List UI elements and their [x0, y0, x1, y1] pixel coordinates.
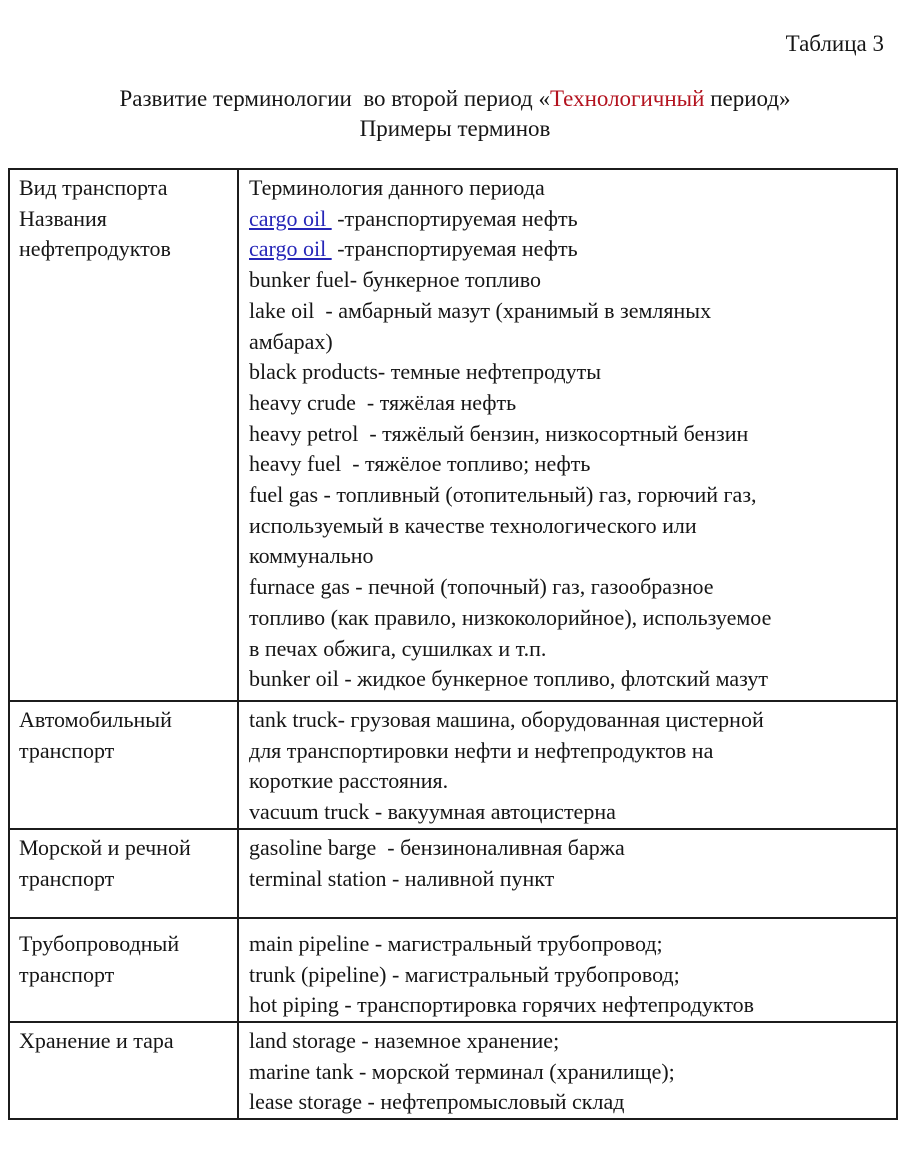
term-text: heavy petrol - тяжёлый бензин, низкосортный бензин: [249, 420, 749, 446]
terms-table: [8, 168, 898, 1120]
term-line: [249, 419, 892, 450]
transport-type-cell: [9, 701, 238, 829]
term-text: black products- темные нефтепродуты: [249, 359, 602, 385]
term-line: [249, 833, 892, 864]
term-text: gasoline barge - бензиноналивная баржа: [249, 834, 625, 860]
terms-cell: [238, 701, 897, 829]
term-link[interactable]: cargo oil: [249, 236, 332, 262]
term-line: [249, 296, 892, 327]
term-line: [249, 388, 892, 419]
table-row: [9, 1022, 897, 1119]
transport-type-line: Трубопроводный: [19, 930, 180, 956]
term-line: [249, 1026, 892, 1057]
term-line: [249, 541, 892, 572]
term-text: -транспортируемая нефть: [331, 236, 578, 262]
document-title: [0, 84, 910, 114]
transport-type-line: транспорт: [19, 961, 115, 987]
term-text: -транспортируемая нефть: [331, 205, 578, 231]
term-line: [249, 766, 892, 797]
transport-type-cell: [9, 829, 238, 918]
table-row: [9, 829, 897, 918]
term-line: [249, 572, 892, 603]
term-text: Терминология данного периода: [249, 175, 545, 200]
term-line: [249, 664, 892, 695]
term-text: furnace gas - печной (топочный) газ, газообразное: [249, 574, 714, 600]
term-line: [249, 234, 892, 265]
term-text: trunk (pipeline) - магистральный трубопровод;: [249, 961, 680, 987]
document-subtitle: Примеры терминов: [359, 116, 551, 141]
term-line: [249, 736, 892, 767]
term-text: heavy fuel - тяжёлое топливо; нефть: [249, 451, 591, 477]
term-text: hot piping - транспортировка горячих нефтепродуктов: [249, 992, 755, 1018]
transport-type-line: Названия: [19, 205, 107, 231]
term-line: [249, 603, 892, 634]
term-line: [249, 204, 892, 235]
term-text: tank truck- грузовая машина, оборудованная цистерной: [249, 707, 764, 732]
term-line: [249, 357, 892, 388]
transport-type-line: нефтепродуктов: [19, 236, 171, 262]
transport-type-line: Морской и речной: [19, 834, 191, 860]
term-text: lease storage - нефтепромысловый склад: [249, 1089, 625, 1115]
table-row: [9, 918, 897, 1022]
title-red-text: Технологичный: [549, 86, 705, 111]
terms-cell: [238, 918, 897, 1022]
table-row: [9, 701, 897, 829]
transport-type-line: Автомобильный: [19, 707, 172, 732]
term-text: bunker oil - жидкое бункерное топливо, флотский мазут: [249, 666, 768, 692]
title-text-after: период»: [704, 86, 791, 111]
term-line: [249, 864, 892, 895]
term-text: terminal station - наливной пункт: [249, 865, 555, 891]
term-line: [249, 327, 892, 358]
term-line: [249, 511, 892, 542]
term-text: marine tank - морской терминал (хранилище);: [249, 1058, 675, 1084]
terms-cell: [238, 1022, 897, 1119]
term-line: [249, 960, 892, 991]
transport-type-line: транспорт: [19, 865, 115, 891]
term-line: [249, 929, 892, 960]
term-text: main pipeline - магистральный трубопровод;: [249, 930, 663, 956]
term-line: [249, 990, 892, 1021]
transport-type-line: Хранение и тара: [19, 1027, 174, 1053]
term-line: [249, 173, 892, 204]
term-text: lake oil - амбарный мазут (хранимый в земляных: [249, 297, 712, 323]
term-text: используемый в качестве технологического или: [249, 512, 697, 538]
term-line: [249, 705, 892, 736]
table-body: [9, 169, 897, 1119]
term-text: в печах обжига, сушилках и т.п.: [249, 635, 547, 661]
term-link[interactable]: cargo oil: [249, 205, 332, 231]
term-text: vacuum truck - вакуумная автоцистерна: [249, 799, 616, 825]
terms-cell: [238, 829, 897, 918]
term-text: коммунально: [249, 543, 374, 569]
term-line: [249, 1057, 892, 1088]
terms-cell: [238, 169, 897, 701]
term-text: land storage - наземное хранение;: [249, 1027, 560, 1053]
transport-type-cell: [9, 169, 238, 701]
transport-type-line: транспорт: [19, 737, 115, 763]
term-line: [249, 480, 892, 511]
term-line: [249, 1087, 892, 1118]
term-text: bunker fuel- бункерное топливо: [249, 267, 542, 293]
term-text: амбарах): [249, 328, 333, 354]
term-text: топливо (как правило, низкоколорийное), используемое: [249, 604, 772, 630]
transport-type-cell: [9, 1022, 238, 1119]
term-line: [249, 265, 892, 296]
table-row: [9, 169, 897, 701]
term-text: короткие расстояния.: [249, 768, 449, 794]
term-line: [249, 634, 892, 665]
term-text: для транспортировки нефти и нефтепродуктов на: [249, 737, 714, 763]
transport-type-line: Вид транспорта: [19, 175, 168, 200]
table-caption: Таблица 3: [785, 31, 884, 56]
title-text-before: Развитие терминологии во второй период «: [119, 86, 550, 111]
term-text: heavy crude - тяжёлая нефть: [249, 389, 517, 415]
term-text: fuel gas - топливный (отопительный) газ, горючий газ,: [249, 482, 757, 508]
term-line: [249, 797, 892, 828]
transport-type-cell: [9, 918, 238, 1022]
term-line: [249, 449, 892, 480]
